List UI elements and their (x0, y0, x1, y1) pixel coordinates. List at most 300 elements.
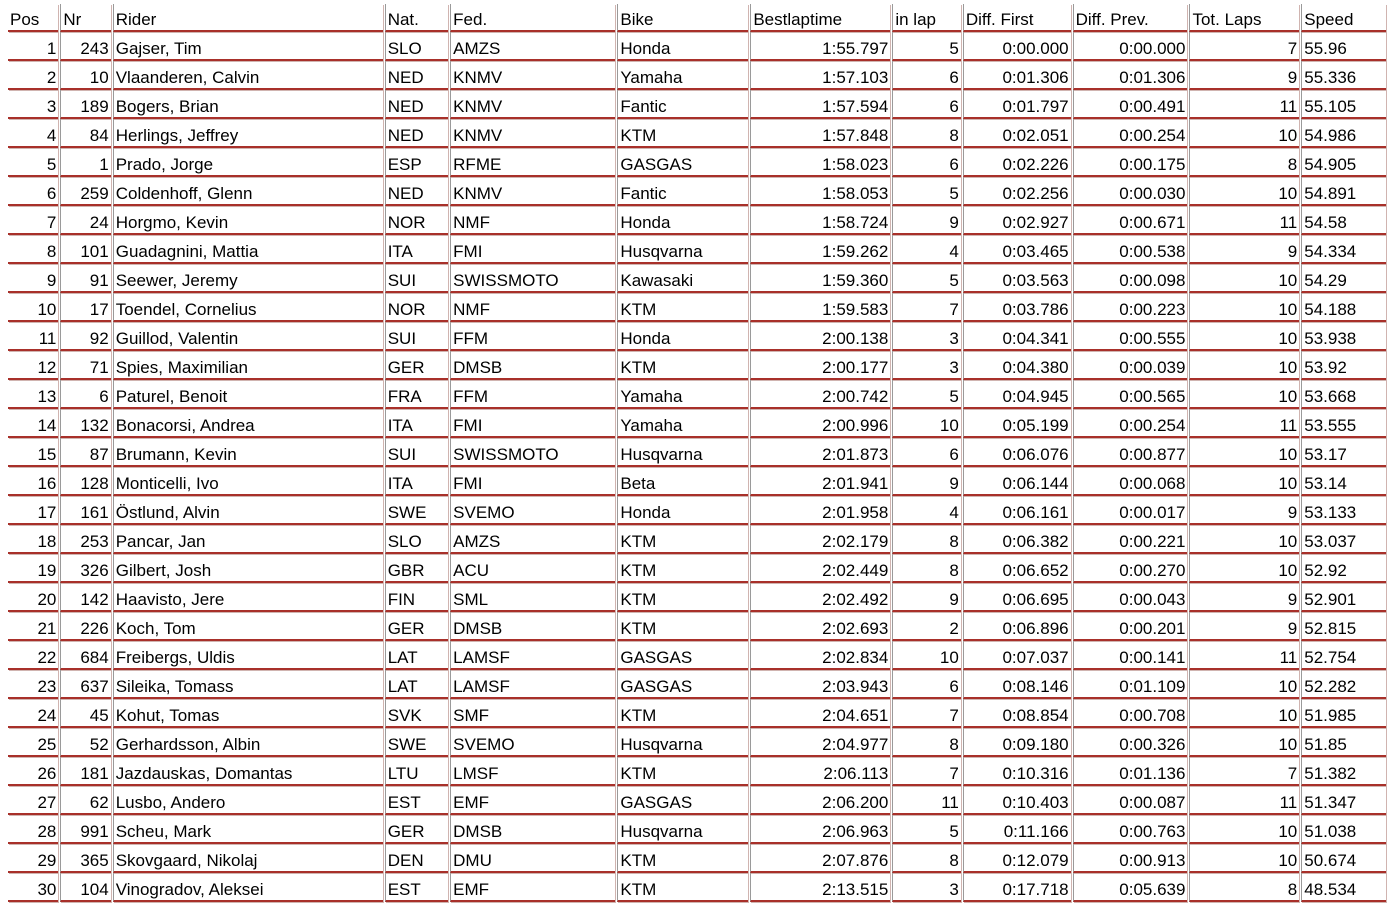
cell-diff-prev: 0:00.671 (1073, 206, 1188, 235)
cell-tot-laps: 10 (1189, 525, 1299, 554)
cell-nr: 684 (60, 641, 110, 670)
cell-bestlaptime: 2:13.515 (750, 873, 890, 902)
cell-pos: 29 (8, 844, 58, 873)
cell-speed: 53.92 (1301, 351, 1386, 380)
col-header-rider[interactable]: Rider (113, 4, 383, 32)
cell-fed: KNMV (450, 61, 615, 90)
cell-rider: Gilbert, Josh (113, 554, 383, 583)
cell-bestlaptime: 1:57.594 (750, 90, 890, 119)
cell-bestlaptime: 1:57.103 (750, 61, 890, 90)
cell-in-lap: 6 (892, 670, 961, 699)
cell-speed: 54.29 (1301, 264, 1386, 293)
cell-rider: Brumann, Kevin (113, 438, 383, 467)
cell-tot-laps: 9 (1189, 612, 1299, 641)
cell-diff-prev: 0:01.306 (1073, 61, 1188, 90)
cell-bestlaptime: 2:00.177 (750, 351, 890, 380)
cell-nat: NED (385, 177, 448, 206)
cell-nat: GER (385, 815, 448, 844)
cell-nat: ESP (385, 148, 448, 177)
cell-bestlaptime: 2:06.963 (750, 815, 890, 844)
cell-speed: 54.986 (1301, 119, 1386, 148)
cell-rider: Guadagnini, Mattia (113, 235, 383, 264)
cell-nat: EST (385, 786, 448, 815)
cell-nr: 128 (60, 467, 110, 496)
table-row (8, 786, 1386, 815)
cell-bike: Honda (617, 32, 748, 61)
table-row (8, 177, 1386, 206)
cell-tot-laps: 10 (1189, 467, 1299, 496)
cell-bestlaptime: 2:02.492 (750, 583, 890, 612)
cell-bike: GASGAS (617, 641, 748, 670)
cell-nr: 326 (60, 554, 110, 583)
cell-tot-laps: 7 (1189, 32, 1299, 61)
cell-fed: DMSB (450, 815, 615, 844)
cell-nat: ITA (385, 235, 448, 264)
cell-tot-laps: 11 (1189, 641, 1299, 670)
cell-nr: 637 (60, 670, 110, 699)
cell-diff-prev: 0:00.223 (1073, 293, 1188, 322)
cell-rider: Spies, Maximilian (113, 351, 383, 380)
cell-pos: 2 (8, 61, 58, 90)
col-header-pos[interactable]: Pos (8, 4, 58, 32)
cell-bestlaptime: 2:02.449 (750, 554, 890, 583)
cell-bestlaptime: 2:01.958 (750, 496, 890, 525)
cell-bestlaptime: 1:58.053 (750, 177, 890, 206)
cell-bestlaptime: 2:03.943 (750, 670, 890, 699)
cell-diff-first: 0:04.341 (963, 322, 1071, 351)
cell-diff-prev: 0:00.708 (1073, 699, 1188, 728)
cell-bestlaptime: 1:55.797 (750, 32, 890, 61)
cell-fed: LMSF (450, 757, 615, 786)
cell-diff-first: 0:06.652 (963, 554, 1071, 583)
cell-bestlaptime: 1:59.262 (750, 235, 890, 264)
cell-fed: SMF (450, 699, 615, 728)
cell-bestlaptime: 1:58.023 (750, 148, 890, 177)
cell-nr: 181 (60, 757, 110, 786)
cell-rider: Haavisto, Jere (113, 583, 383, 612)
cell-diff-prev: 0:00.254 (1073, 119, 1188, 148)
cell-speed: 51.985 (1301, 699, 1386, 728)
cell-nr: 92 (60, 322, 110, 351)
cell-rider: Prado, Jorge (113, 148, 383, 177)
cell-tot-laps: 10 (1189, 264, 1299, 293)
table-row (8, 264, 1386, 293)
cell-nr: 91 (60, 264, 110, 293)
cell-pos: 12 (8, 351, 58, 380)
table-row (8, 467, 1386, 496)
cell-diff-prev: 0:00.087 (1073, 786, 1188, 815)
table-row (8, 293, 1386, 322)
results-body (8, 32, 1386, 902)
cell-fed: LAMSF (450, 670, 615, 699)
cell-bike: Yamaha (617, 61, 748, 90)
cell-nr: 161 (60, 496, 110, 525)
cell-tot-laps: 11 (1189, 786, 1299, 815)
col-header-speed[interactable]: Speed (1301, 4, 1386, 32)
cell-diff-prev: 0:00.039 (1073, 351, 1188, 380)
cell-nr: 189 (60, 90, 110, 119)
cell-in-lap: 9 (892, 583, 961, 612)
table-row (8, 641, 1386, 670)
cell-rider: Kohut, Tomas (113, 699, 383, 728)
table-row (8, 235, 1386, 264)
cell-rider: Pancar, Jan (113, 525, 383, 554)
cell-speed: 55.336 (1301, 61, 1386, 90)
cell-nat: NOR (385, 293, 448, 322)
cell-tot-laps: 9 (1189, 583, 1299, 612)
cell-fed: SVEMO (450, 728, 615, 757)
cell-bestlaptime: 2:00.996 (750, 409, 890, 438)
cell-nat: GER (385, 351, 448, 380)
cell-pos: 28 (8, 815, 58, 844)
cell-tot-laps: 10 (1189, 177, 1299, 206)
cell-speed: 53.17 (1301, 438, 1386, 467)
cell-tot-laps: 10 (1189, 119, 1299, 148)
cell-in-lap: 8 (892, 119, 961, 148)
cell-in-lap: 9 (892, 206, 961, 235)
cell-diff-prev: 0:00.017 (1073, 496, 1188, 525)
cell-fed: RFME (450, 148, 615, 177)
col-header-diff-prev[interactable]: Diff. Prev. (1073, 4, 1188, 32)
cell-diff-first: 0:00.000 (963, 32, 1071, 61)
cell-in-lap: 5 (892, 177, 961, 206)
table-row (8, 119, 1386, 148)
cell-speed: 52.901 (1301, 583, 1386, 612)
cell-bike: Honda (617, 496, 748, 525)
cell-nr: 52 (60, 728, 110, 757)
cell-fed: SML (450, 583, 615, 612)
cell-bike: GASGAS (617, 148, 748, 177)
cell-bike: GASGAS (617, 786, 748, 815)
cell-in-lap: 3 (892, 322, 961, 351)
cell-pos: 26 (8, 757, 58, 786)
cell-fed: KNMV (450, 119, 615, 148)
cell-pos: 18 (8, 525, 58, 554)
cell-tot-laps: 10 (1189, 554, 1299, 583)
cell-speed: 50.674 (1301, 844, 1386, 873)
table-row (8, 815, 1386, 844)
cell-bestlaptime: 2:06.200 (750, 786, 890, 815)
cell-rider: Gerhardsson, Albin (113, 728, 383, 757)
cell-bestlaptime: 1:58.724 (750, 206, 890, 235)
cell-rider: Östlund, Alvin (113, 496, 383, 525)
cell-bestlaptime: 2:04.651 (750, 699, 890, 728)
cell-rider: Herlings, Jeffrey (113, 119, 383, 148)
cell-diff-first: 0:03.563 (963, 264, 1071, 293)
cell-nat: SUI (385, 264, 448, 293)
cell-tot-laps: 7 (1189, 757, 1299, 786)
cell-nat: LTU (385, 757, 448, 786)
cell-speed: 55.96 (1301, 32, 1386, 61)
cell-fed: LAMSF (450, 641, 615, 670)
cell-bike: KTM (617, 757, 748, 786)
cell-diff-first: 0:09.180 (963, 728, 1071, 757)
cell-diff-first: 0:02.226 (963, 148, 1071, 177)
cell-diff-prev: 0:00.555 (1073, 322, 1188, 351)
cell-diff-prev: 0:00.254 (1073, 409, 1188, 438)
col-header-bestlaptime[interactable]: Bestlaptime (750, 4, 890, 32)
cell-bestlaptime: 2:02.693 (750, 612, 890, 641)
cell-fed: EMF (450, 873, 615, 902)
cell-speed: 52.282 (1301, 670, 1386, 699)
cell-tot-laps: 11 (1189, 206, 1299, 235)
cell-fed: DMU (450, 844, 615, 873)
cell-fed: NMF (450, 206, 615, 235)
col-header-nat[interactable]: Nat. (385, 4, 448, 32)
cell-pos: 16 (8, 467, 58, 496)
cell-bestlaptime: 1:59.583 (750, 293, 890, 322)
cell-in-lap: 3 (892, 351, 961, 380)
cell-bike: KTM (617, 293, 748, 322)
cell-speed: 53.938 (1301, 322, 1386, 351)
cell-pos: 14 (8, 409, 58, 438)
cell-nr: 365 (60, 844, 110, 873)
cell-rider: Vinogradov, Aleksei (113, 873, 383, 902)
cell-nat: GER (385, 612, 448, 641)
cell-speed: 52.92 (1301, 554, 1386, 583)
table-row (8, 380, 1386, 409)
cell-speed: 54.891 (1301, 177, 1386, 206)
cell-nat: SLO (385, 32, 448, 61)
cell-pos: 30 (8, 873, 58, 902)
cell-nat: SUI (385, 322, 448, 351)
cell-diff-first: 0:02.256 (963, 177, 1071, 206)
cell-in-lap: 10 (892, 641, 961, 670)
cell-nr: 24 (60, 206, 110, 235)
table-row (8, 844, 1386, 873)
cell-fed: FMI (450, 235, 615, 264)
cell-diff-first: 0:17.718 (963, 873, 1071, 902)
cell-diff-prev: 0:00.565 (1073, 380, 1188, 409)
results-table (6, 4, 1388, 902)
cell-fed: FMI (450, 467, 615, 496)
table-row (8, 583, 1386, 612)
cell-nat: NED (385, 119, 448, 148)
cell-diff-first: 0:06.076 (963, 438, 1071, 467)
cell-diff-first: 0:10.403 (963, 786, 1071, 815)
table-row (8, 757, 1386, 786)
cell-bestlaptime: 2:07.876 (750, 844, 890, 873)
cell-diff-first: 0:06.382 (963, 525, 1071, 554)
cell-in-lap: 9 (892, 467, 961, 496)
cell-diff-first: 0:08.146 (963, 670, 1071, 699)
cell-speed: 51.347 (1301, 786, 1386, 815)
cell-pos: 13 (8, 380, 58, 409)
table-row (8, 61, 1386, 90)
cell-tot-laps: 11 (1189, 90, 1299, 119)
table-row (8, 322, 1386, 351)
cell-fed: NMF (450, 293, 615, 322)
cell-in-lap: 6 (892, 61, 961, 90)
col-header-diff-first[interactable]: Diff. First (963, 4, 1071, 32)
cell-diff-first: 0:12.079 (963, 844, 1071, 873)
cell-bestlaptime: 1:57.848 (750, 119, 890, 148)
table-row (8, 409, 1386, 438)
cell-rider: Horgmo, Kevin (113, 206, 383, 235)
cell-in-lap: 6 (892, 438, 961, 467)
cell-nat: ITA (385, 409, 448, 438)
cell-tot-laps: 8 (1189, 148, 1299, 177)
cell-tot-laps: 9 (1189, 496, 1299, 525)
cell-in-lap: 3 (892, 873, 961, 902)
cell-in-lap: 6 (892, 148, 961, 177)
cell-speed: 51.038 (1301, 815, 1386, 844)
cell-diff-prev: 0:00.270 (1073, 554, 1188, 583)
cell-in-lap: 8 (892, 554, 961, 583)
cell-nr: 243 (60, 32, 110, 61)
cell-nr: 17 (60, 293, 110, 322)
cell-rider: Koch, Tom (113, 612, 383, 641)
cell-bike: KTM (617, 351, 748, 380)
cell-bike: KTM (617, 554, 748, 583)
cell-bestlaptime: 2:02.179 (750, 525, 890, 554)
cell-diff-prev: 0:00.030 (1073, 177, 1188, 206)
cell-tot-laps: 10 (1189, 351, 1299, 380)
cell-diff-prev: 0:00.068 (1073, 467, 1188, 496)
cell-speed: 53.668 (1301, 380, 1386, 409)
cell-nat: SLO (385, 525, 448, 554)
cell-speed: 53.14 (1301, 467, 1386, 496)
cell-pos: 3 (8, 90, 58, 119)
cell-in-lap: 8 (892, 844, 961, 873)
cell-in-lap: 4 (892, 235, 961, 264)
cell-nat: SWE (385, 728, 448, 757)
cell-bestlaptime: 2:04.977 (750, 728, 890, 757)
cell-fed: DMSB (450, 612, 615, 641)
cell-diff-first: 0:01.306 (963, 61, 1071, 90)
cell-speed: 52.815 (1301, 612, 1386, 641)
cell-tot-laps: 10 (1189, 380, 1299, 409)
cell-nr: 87 (60, 438, 110, 467)
cell-diff-prev: 0:01.109 (1073, 670, 1188, 699)
cell-tot-laps: 8 (1189, 873, 1299, 902)
cell-rider: Scheu, Mark (113, 815, 383, 844)
cell-rider: Toendel, Cornelius (113, 293, 383, 322)
cell-nat: SUI (385, 438, 448, 467)
cell-pos: 20 (8, 583, 58, 612)
table-row (8, 554, 1386, 583)
cell-nat: FRA (385, 380, 448, 409)
col-header-nr[interactable]: Nr (60, 4, 110, 32)
cell-bike: KTM (617, 525, 748, 554)
cell-bestlaptime: 1:59.360 (750, 264, 890, 293)
cell-nat: GBR (385, 554, 448, 583)
cell-diff-first: 0:06.144 (963, 467, 1071, 496)
cell-pos: 7 (8, 206, 58, 235)
cell-bike: Fantic (617, 90, 748, 119)
cell-bestlaptime: 2:01.941 (750, 467, 890, 496)
cell-pos: 8 (8, 235, 58, 264)
cell-bike: Husqvarna (617, 728, 748, 757)
cell-diff-prev: 0:00.000 (1073, 32, 1188, 61)
cell-nr: 101 (60, 235, 110, 264)
cell-bike: KTM (617, 873, 748, 902)
cell-nr: 71 (60, 351, 110, 380)
cell-tot-laps: 10 (1189, 293, 1299, 322)
cell-tot-laps: 9 (1189, 235, 1299, 264)
cell-bike: KTM (617, 699, 748, 728)
cell-tot-laps: 10 (1189, 438, 1299, 467)
cell-rider: Monticelli, Ivo (113, 467, 383, 496)
cell-rider: Jazdauskas, Domantas (113, 757, 383, 786)
cell-fed: EMF (450, 786, 615, 815)
table-row (8, 873, 1386, 902)
cell-in-lap: 5 (892, 380, 961, 409)
cell-fed: FFM (450, 322, 615, 351)
col-header-in-lap[interactable]: in lap (892, 4, 961, 32)
cell-nat: FIN (385, 583, 448, 612)
col-header-fed[interactable]: Fed. (450, 4, 615, 32)
cell-nat: NED (385, 61, 448, 90)
table-row (8, 351, 1386, 380)
cell-diff-first: 0:06.896 (963, 612, 1071, 641)
cell-speed: 54.334 (1301, 235, 1386, 264)
cell-bestlaptime: 2:02.834 (750, 641, 890, 670)
cell-pos: 9 (8, 264, 58, 293)
cell-pos: 4 (8, 119, 58, 148)
cell-rider: Vlaanderen, Calvin (113, 61, 383, 90)
cell-diff-first: 0:01.797 (963, 90, 1071, 119)
cell-bike: Husqvarna (617, 235, 748, 264)
cell-fed: KNMV (450, 177, 615, 206)
cell-nr: 104 (60, 873, 110, 902)
cell-speed: 53.133 (1301, 496, 1386, 525)
cell-speed: 55.105 (1301, 90, 1386, 119)
cell-bike: Yamaha (617, 380, 748, 409)
cell-diff-first: 0:02.927 (963, 206, 1071, 235)
cell-nr: 62 (60, 786, 110, 815)
cell-nr: 142 (60, 583, 110, 612)
cell-tot-laps: 10 (1189, 670, 1299, 699)
col-header-tot-laps[interactable]: Tot. Laps (1189, 4, 1299, 32)
cell-pos: 17 (8, 496, 58, 525)
cell-diff-first: 0:11.166 (963, 815, 1071, 844)
cell-nat: NED (385, 90, 448, 119)
cell-rider: Gajser, Tim (113, 32, 383, 61)
cell-fed: FMI (450, 409, 615, 438)
cell-diff-first: 0:03.786 (963, 293, 1071, 322)
cell-rider: Guillod, Valentin (113, 322, 383, 351)
cell-rider: Seewer, Jeremy (113, 264, 383, 293)
cell-rider: Bonacorsi, Andrea (113, 409, 383, 438)
cell-bike: Husqvarna (617, 438, 748, 467)
cell-pos: 22 (8, 641, 58, 670)
col-header-bike[interactable]: Bike (617, 4, 748, 32)
table-row (8, 699, 1386, 728)
cell-nr: 84 (60, 119, 110, 148)
cell-pos: 1 (8, 32, 58, 61)
cell-in-lap: 7 (892, 757, 961, 786)
table-row (8, 148, 1386, 177)
cell-in-lap: 2 (892, 612, 961, 641)
cell-diff-prev: 0:00.098 (1073, 264, 1188, 293)
cell-diff-first: 0:06.161 (963, 496, 1071, 525)
table-row (8, 728, 1386, 757)
cell-rider: Sileika, Tomass (113, 670, 383, 699)
cell-bike: Kawasaki (617, 264, 748, 293)
header-row (8, 4, 1386, 32)
table-row (8, 670, 1386, 699)
cell-pos: 23 (8, 670, 58, 699)
cell-diff-prev: 0:00.201 (1073, 612, 1188, 641)
cell-diff-prev: 0:05.639 (1073, 873, 1188, 902)
cell-in-lap: 8 (892, 728, 961, 757)
cell-diff-first: 0:10.316 (963, 757, 1071, 786)
cell-rider: Lusbo, Andero (113, 786, 383, 815)
cell-diff-prev: 0:00.538 (1073, 235, 1188, 264)
cell-nat: DEN (385, 844, 448, 873)
cell-pos: 27 (8, 786, 58, 815)
